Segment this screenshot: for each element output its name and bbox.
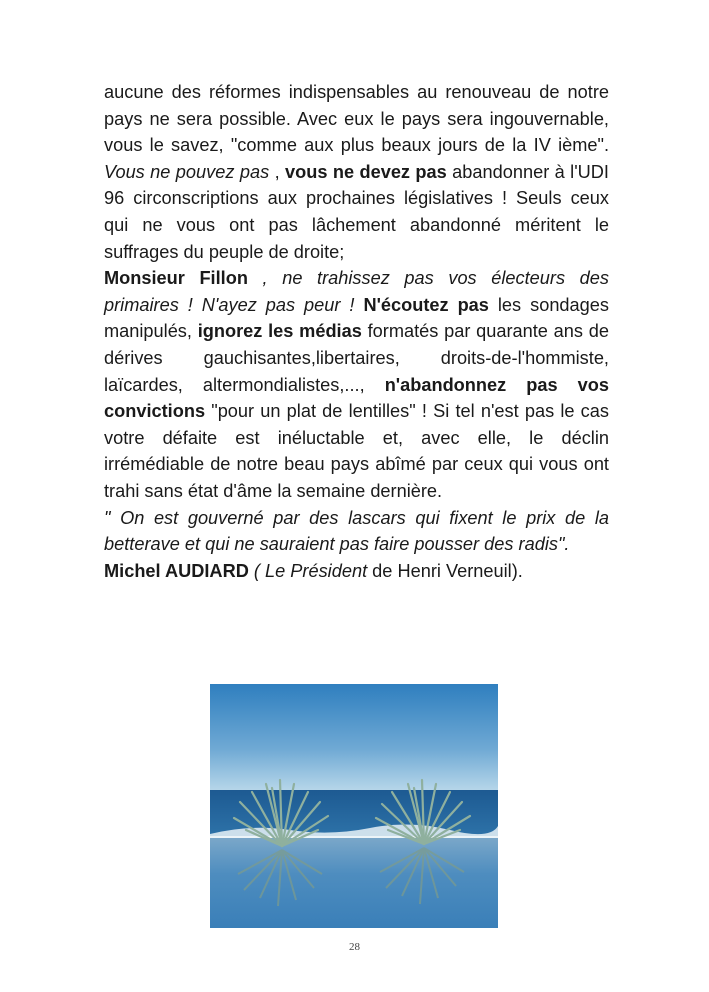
paragraph — [104, 265, 609, 504]
text-segment: de Henri Verneuil). — [367, 560, 523, 581]
text-segment: ignorez les médias — [197, 321, 362, 342]
page-number: 28 — [349, 941, 360, 953]
paragraph — [104, 79, 609, 265]
text-segment: " On est gouverné par des lascars qui fixent le prix de la betterave et qui ne sauraient pas faire pousser des radis". — [104, 507, 609, 555]
text-segment: Michel AUDIARD — [104, 560, 249, 581]
text-segment: , — [269, 161, 286, 182]
text-segment: abandonner à l'UDI 96 circonscriptions aux prochaines législatives ! Seuls ceux qui ne vous ont pas lâchement abandonné méritent le suffrages du peuple de droite; — [104, 161, 609, 262]
text-segment: N'écoutez pas — [363, 294, 489, 315]
text-segment: formatés par quarante ans de dérives gauchisantes,libertaires, droits-de-l'hommiste, laïcardes, altermondialistes,..., — [104, 321, 609, 395]
text-segment: , ne trahissez pas vos électeurs des primaires ! N'ayez pas peur ! — [104, 268, 609, 315]
paragraph — [104, 558, 609, 585]
text-segment: ( Le Président — [248, 560, 368, 581]
paragraph — [104, 505, 609, 558]
body-text — [104, 79, 609, 584]
agave-pool-photo — [210, 684, 498, 928]
text-segment: vous ne devez pas — [285, 161, 447, 182]
text-segment: aucune des réformes indispensables au renouveau de notre pays ne sera possible. Avec eux le pays sera ingouvernable, vous le savez, "comme aux plus beaux jours de la IV ième". — [104, 82, 609, 156]
text-segment: Vous ne pouvez pas — [104, 161, 270, 182]
photo-illustration — [210, 684, 498, 928]
text-segment: "pour un plat de lentilles" ! Si tel n'est pas le cas votre défaite est inéluctable et, avec elle, le déclin irrémédiable de notre beau pays abîmé par ceux qui vous ont trahi sans état d'âme la semaine dernière. — [104, 401, 609, 501]
text-segment: n'abandonnez pas vos convictions — [104, 374, 609, 422]
text-segment: les sondages manipulés, — [104, 294, 609, 342]
text-segment: Monsieur Fillon — [104, 268, 248, 289]
